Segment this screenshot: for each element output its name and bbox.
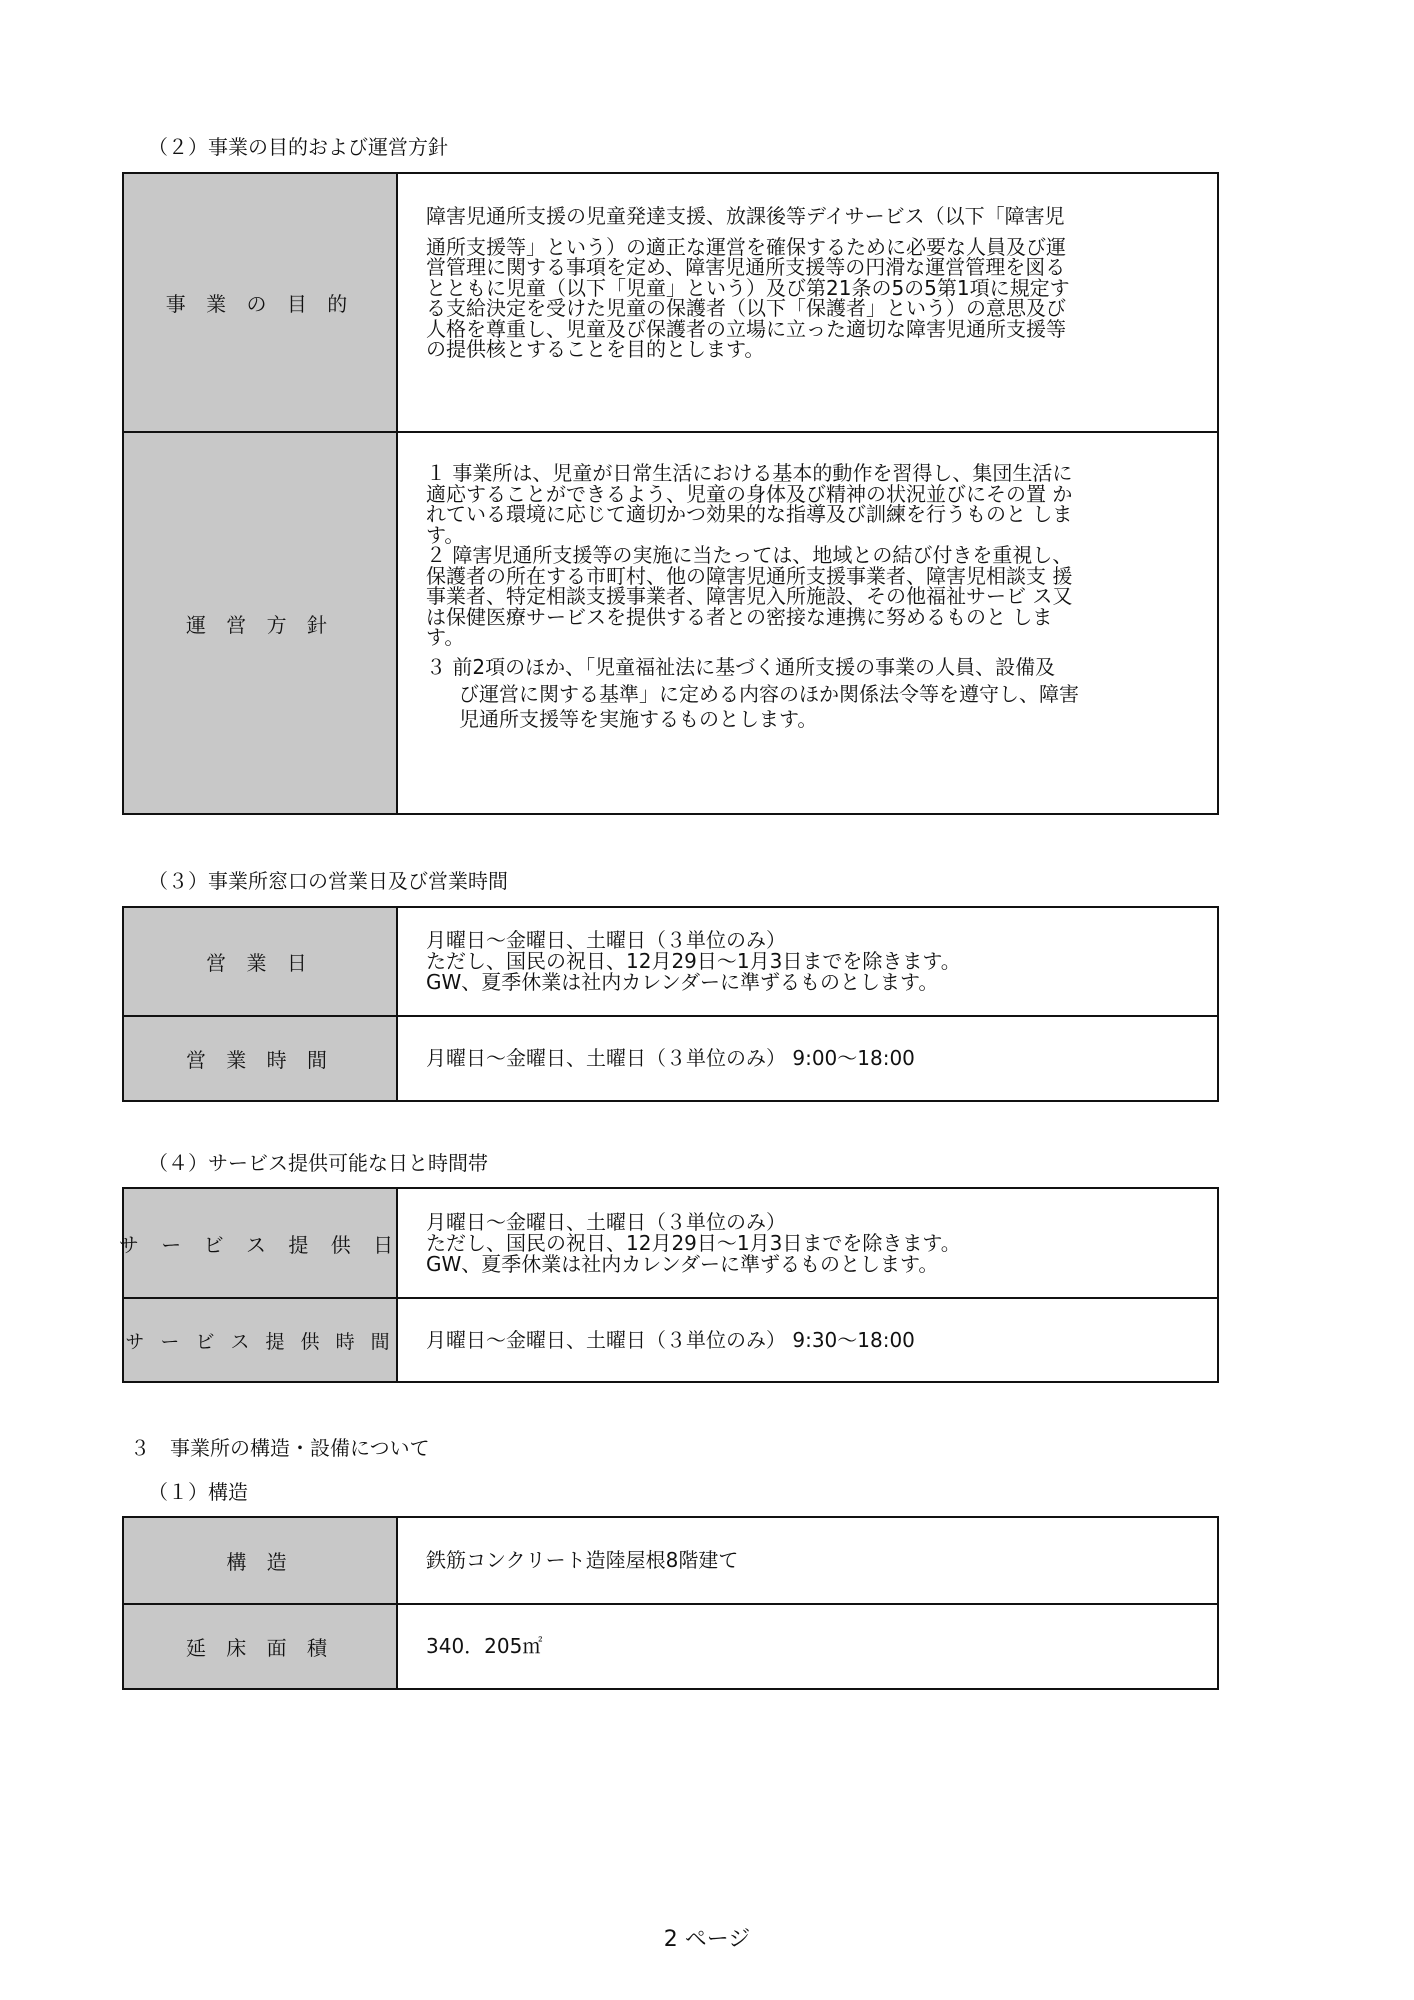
service-hours-row xyxy=(124,1297,1217,1381)
service-days-content xyxy=(398,1189,1217,1297)
policy-item-3 xyxy=(426,654,1207,730)
purpose-policy-table xyxy=(122,172,1219,815)
service-days-line: 月曜日～金曜日、土曜日（３単位のみ） xyxy=(426,1209,786,1234)
policy-content xyxy=(398,433,1217,813)
structure-table xyxy=(122,1516,1219,1690)
policy-label: 運 営 方 針 xyxy=(124,433,398,813)
office-hours-table xyxy=(122,906,1219,1102)
structure-row xyxy=(124,1518,1217,1603)
purpose-line: の提供核とすることを目的とします。 xyxy=(426,337,765,361)
policy-line: す。 xyxy=(426,625,465,649)
structure-subheading: （１）構造 xyxy=(148,1480,248,1504)
purpose-line: 営管理に関する事項を定め、障害児通所支援等の円滑な運営管理を図る xyxy=(426,255,1066,279)
purpose-line: 通所支援等」という）の適正な運営を確保するために必要な人員及び運 xyxy=(426,234,1066,259)
purpose-label: 事 業 の 目 的 xyxy=(124,174,398,431)
business-days-content xyxy=(398,908,1217,1015)
policy-item-1 xyxy=(426,463,1207,545)
service-hours-content xyxy=(398,1299,1217,1381)
purpose-content xyxy=(398,174,1217,431)
policy-line: ２ 障害児通所支援等の実施に当たっては、地域との結び付きを重視し、 xyxy=(426,543,1073,567)
business-hours-content xyxy=(398,1017,1217,1100)
service-hours-label: サ ー ビ ス 提 供 時 間 xyxy=(124,1299,398,1381)
chapter-3-heading: ３ 事業所の構造・設備について xyxy=(130,1436,430,1460)
business-days-line: ただし、国民の祝日、12月29日～1月3日までを除きます。 xyxy=(426,949,961,973)
section-2-heading: （２）事業の目的および運営方針 xyxy=(148,135,448,159)
business-days-line: 月曜日～金曜日、土曜日（３単位のみ） xyxy=(426,928,786,952)
floor-area-text: 340．205㎡ xyxy=(426,1634,543,1658)
policy-line: 適応することができるよう、児童の身体及び精神の状況並びにその置 か xyxy=(426,481,1073,506)
purpose-row xyxy=(124,174,1217,431)
service-hours-table xyxy=(118,1187,1219,1383)
service-days-line: ただし、国民の祝日、12月29日～1月3日までを除きます。 xyxy=(426,1230,961,1255)
policy-line: は保健医療サービスを提供する者との密接な連携に努めるものと しま xyxy=(426,604,1053,629)
floor-area-label: 延 床 面 積 xyxy=(124,1605,398,1688)
purpose-line: る支給決定を受けた児童の保護者（以下「保護者」という）の意思及び xyxy=(426,296,1066,320)
business-days-line: GW、夏季休業は社内カレンダーに準ずるものとします。 xyxy=(426,970,939,994)
structure-text: 鉄筋コンクリート造陸屋根8階建て xyxy=(426,1548,739,1572)
business-hours-text: 月曜日～金曜日、土曜日（３単位のみ） 9:00～18:00 xyxy=(426,1046,915,1070)
business-days-row xyxy=(124,908,1217,1015)
section-4-heading: （４）サービス提供可能な日と時間帯 xyxy=(148,1151,488,1175)
policy-line: れている環境に応じて適切かつ効果的な指導及び訓練を行うものと しま xyxy=(426,502,1073,526)
structure-content xyxy=(398,1518,1217,1603)
policy-line: す。 xyxy=(426,522,465,547)
purpose-line: 人格を尊重し、児童及び保護者の立場に立った適切な障害児通所支援等 xyxy=(426,316,1066,341)
purpose-line: 障害児通所支援の児童発達支援、放課後等デイサービス（以下「障害児 xyxy=(426,204,1065,228)
policy-line: 事業者、特定相談支援事業者、障害児入所施設、その他福祉サービ ス又 xyxy=(426,584,1073,608)
policy-line: １ 事業所は、児童が日常生活における基本的動作を習得し、集団生活に xyxy=(426,461,1073,485)
service-days-line: GW、夏季休業は社内カレンダーに準ずるものとします。 xyxy=(426,1251,939,1276)
policy-line: び運営に関する基準」に定める内容のほか関係法令等を遵守し、障害 xyxy=(459,681,1079,706)
business-hours-label: 営 業 時 間 xyxy=(124,1017,398,1100)
policy-line: 児通所支援等を実施するものとします。 xyxy=(459,706,818,731)
page-number: 2 ページ xyxy=(663,1927,751,1952)
business-days-label: 営 業 日 xyxy=(124,908,398,1015)
purpose-line: とともに児童（以下「児童」という）及び第21条の5の5第1項に規定す xyxy=(426,275,1070,300)
policy-row xyxy=(124,431,1217,813)
floor-area-content xyxy=(398,1605,1217,1688)
policy-item-2 xyxy=(426,545,1207,648)
section-3-heading: （３）事業所窓口の営業日及び営業時間 xyxy=(148,869,508,893)
structure-label: 構 造 xyxy=(124,1518,398,1603)
service-days-label: サ ー ビ ス 提 供 日 xyxy=(124,1189,398,1297)
service-days-row xyxy=(118,1189,1217,1297)
business-hours-row xyxy=(124,1015,1217,1100)
floor-area-row xyxy=(124,1603,1217,1688)
policy-line: 保護者の所在する市町村、他の障害児通所支援事業者、障害児相談支 援 xyxy=(426,563,1073,588)
service-hours-text: 月曜日～金曜日、土曜日（３単位のみ） 9:30～18:00 xyxy=(426,1327,915,1352)
policy-line: ３ 前2項のほか、「児童福祉法に基づく通所支援の事業の人員、設備及 xyxy=(426,654,1056,679)
